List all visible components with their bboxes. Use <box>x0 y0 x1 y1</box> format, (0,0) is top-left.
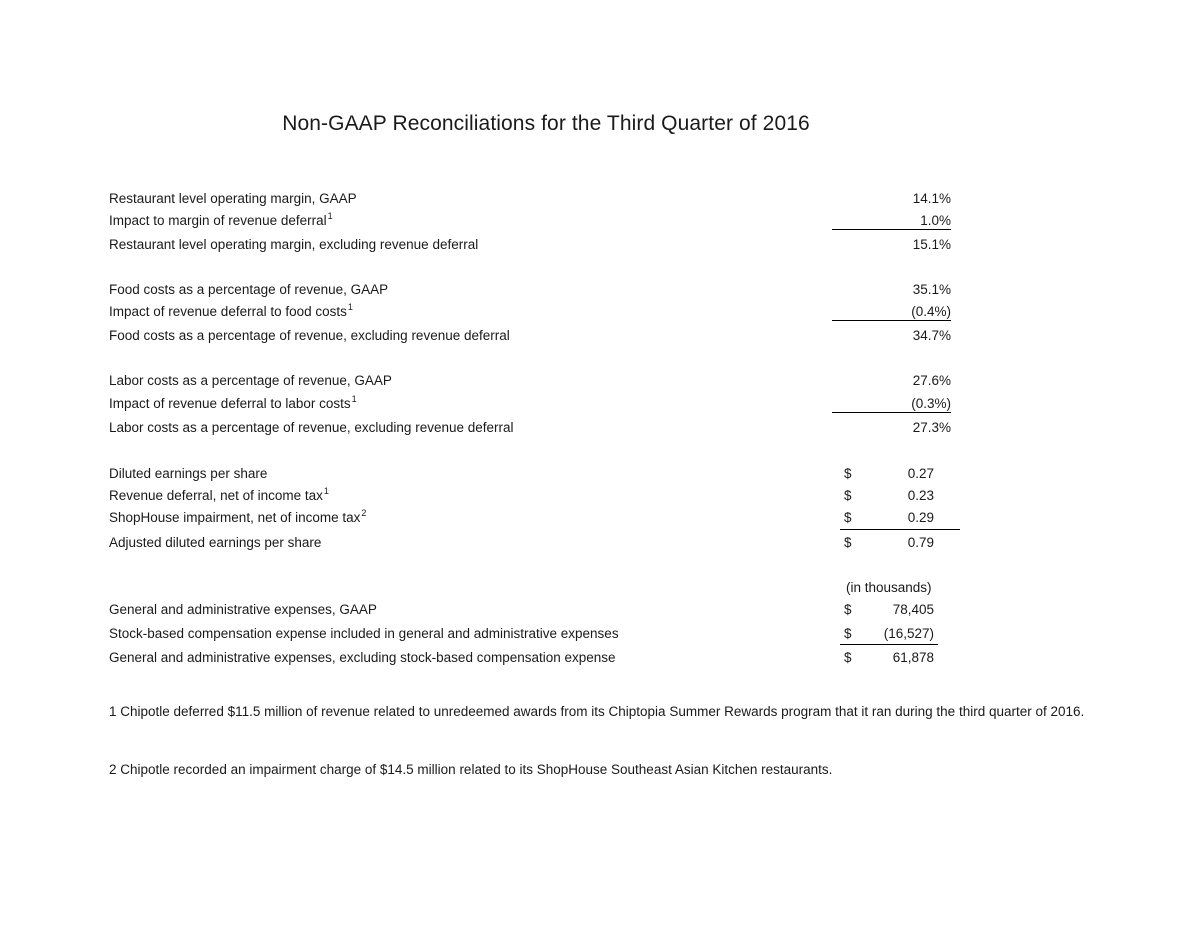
eps-row <box>0 510 1200 532</box>
food-row <box>0 328 1200 350</box>
labor-adjusted-label: Labor costs as a percentage of revenue, excluding revenue deferral <box>109 420 514 435</box>
margin-adjusted-value: 15.1% <box>912 237 951 252</box>
ga-adjusted-label: General and administrative expenses, excluding stock-based compensation expense <box>109 650 616 665</box>
ga-adjusted-value: 61,878 <box>892 650 934 665</box>
margin-impact-label: Impact to margin of revenue deferral$^1$ <box>109 211 333 228</box>
margin-row <box>0 213 1200 235</box>
margin-gaap-value: 14.1% <box>912 191 951 206</box>
currency-symbol: $ <box>844 466 852 481</box>
labor-impact-label: Impact of revenue deferral to labor costs$^1$ <box>109 394 357 411</box>
ga-unit-row <box>0 580 1200 602</box>
footnote-ref: 1 <box>327 211 333 221</box>
footnote-2: 2 Chipotle recorded an impairment charge of $14.5 million related to its ShopHouse Southeast Asian Kitchen restaurants. <box>109 762 833 777</box>
eps-impairment-value: 0.29 <box>907 510 934 525</box>
margin-adjusted-label: Restaurant level operating margin, excluding revenue deferral <box>109 237 479 252</box>
food-gaap-value: 35.1% <box>912 282 951 297</box>
eps-diluted-label: Diluted earnings per share <box>109 466 268 481</box>
margin-impact-value: 1.0% <box>832 213 951 230</box>
food-gaap-label: Food costs as a percentage of revenue, GAAP <box>109 282 389 297</box>
currency-symbol: $ <box>844 650 852 665</box>
margin-row <box>0 237 1200 259</box>
ga-sbc-label: Stock-based compensation expense included in general and administrative expenses <box>109 626 619 641</box>
currency-symbol: $ <box>844 488 852 503</box>
margin-gaap-label: Restaurant level operating margin, GAAP <box>109 191 357 206</box>
labor-adjusted-value: 27.3% <box>912 420 951 435</box>
eps-adjusted-value: 0.79 <box>907 535 934 550</box>
labor-impact-value: (0.3%) <box>832 396 951 413</box>
labor-row <box>0 420 1200 442</box>
ga-sbc-value: (16,527) <box>883 626 934 641</box>
food-impact-value: (0.4%) <box>832 304 951 321</box>
labor-row <box>0 373 1200 395</box>
currency-symbol: $ <box>844 626 852 641</box>
ga-row <box>0 602 1200 624</box>
page-title: Non-GAAP Reconciliations for the Third Quarter of 2016 <box>282 112 810 135</box>
food-adjusted-label: Food costs as a percentage of revenue, excluding revenue deferral <box>109 328 510 343</box>
footnote-ref: 1 <box>347 302 353 312</box>
ga-row <box>0 626 1200 648</box>
food-row <box>0 304 1200 326</box>
food-impact-label: Impact of revenue deferral to food costs$^1$ <box>109 302 353 319</box>
eps-impairment-label: ShopHouse impairment, net of income tax$^2$ <box>109 508 367 525</box>
currency-symbol: $ <box>844 602 852 617</box>
ga-gaap-label: General and administrative expenses, GAAP <box>109 602 377 617</box>
food-row <box>0 282 1200 304</box>
eps-diluted-value: 0.27 <box>907 466 934 481</box>
labor-gaap-value: 27.6% <box>912 373 951 388</box>
eps-row <box>0 488 1200 510</box>
margin-row <box>0 191 1200 213</box>
ga-subtotal-rule <box>840 644 938 645</box>
ga-row <box>0 650 1200 672</box>
footnote-1: 1 Chipotle deferred $11.5 million of revenue related to unredeemed awards from its Chiptopia Summer Rewards program that it ran during the third quarter of 2016. <box>109 704 1085 719</box>
unit-label: (in thousands) <box>846 580 932 595</box>
footnote-ref: 1 <box>323 486 329 496</box>
eps-row <box>0 535 1200 557</box>
labor-gaap-label: Labor costs as a percentage of revenue, GAAP <box>109 373 392 388</box>
currency-symbol: $ <box>844 535 852 550</box>
eps-deferral-label: Revenue deferral, net of income tax$^1$ <box>109 486 329 503</box>
currency-symbol: $ <box>844 510 852 525</box>
eps-subtotal-rule <box>840 529 960 530</box>
eps-row <box>0 466 1200 488</box>
food-adjusted-value: 34.7% <box>912 328 951 343</box>
ga-gaap-value: 78,405 <box>892 602 934 617</box>
footnote-ref: 2 <box>361 508 367 518</box>
labor-row <box>0 396 1200 418</box>
footnote-ref: 1 <box>351 394 357 404</box>
eps-deferral-value: 0.23 <box>907 488 934 503</box>
eps-adjusted-label: Adjusted diluted earnings per share <box>109 535 322 550</box>
